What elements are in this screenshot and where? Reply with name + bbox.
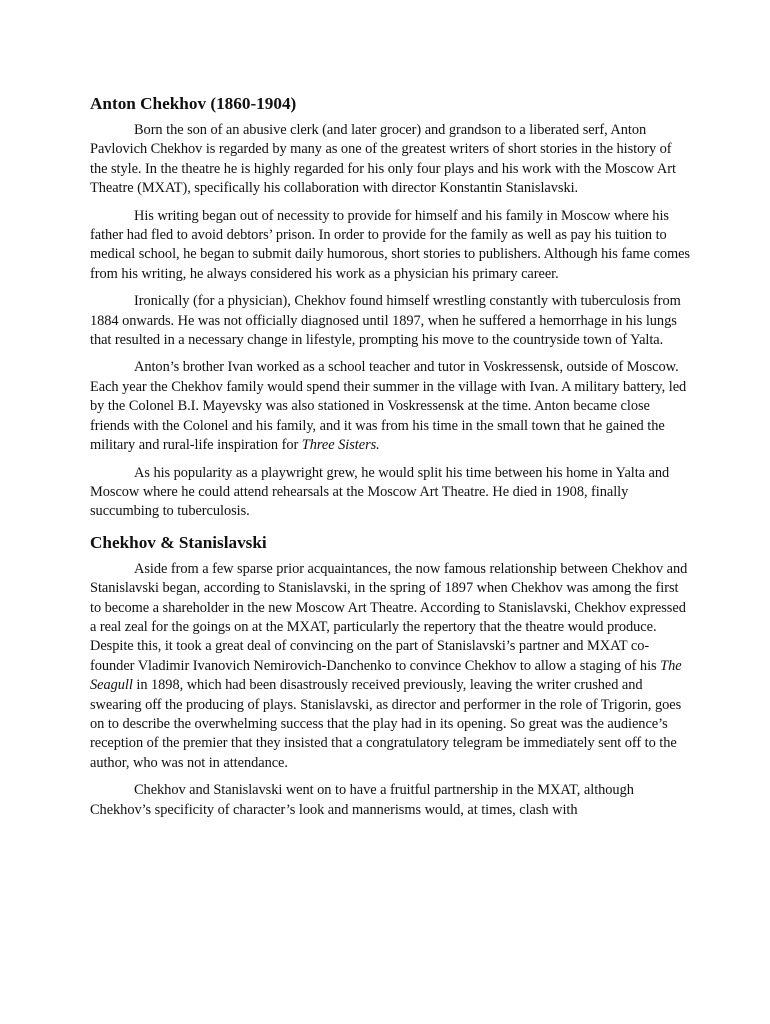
play-title-the-seagull: The Seagull <box>90 657 682 694</box>
paragraph-fruitful-partnership: Chekhov and Stanislavski went on to have a fruitful partnership in the MXAT, although Chekhov’s specificity of character’s look and mannerisms would, at times, clash with <box>90 782 634 818</box>
paragraph-partnership-text-b: in 1898, which had been disastrously received previously, leaving the writer crushed and swearing off the producing of plays. Stanislavski, as director and performer in the role of Trigorin, goes on to describe the overwhelming success that the play had in its opening. So great was the audience’s reception of the premier that they insisted that a congratulatory telegram be immediately sent off to the author, who was not in attendance. <box>90 677 682 771</box>
paragraph-partnership-origin <box>90 560 690 773</box>
section-heading-chekhov: Anton Chekhov (1860-1904) <box>90 94 297 113</box>
paragraph-voskressensk <box>90 358 690 455</box>
paragraph-yalta: As his popularity as a playwright grew, he would split his time between his home in Yalta and Moscow where he could attend rehearsals at the Moscow Art Theatre. He died in 1908, finally succumbing to tuberculosis. <box>90 464 670 520</box>
play-title-three-sisters: Three Sisters. <box>301 437 380 454</box>
paragraph-partnership-text-a: Aside from a few sparse prior acquaintances, the now famous relationship between Chekhov and Stanislavski began, according to Stanislavski, in the spring of 1897 when Chekhov was among the first to become a shareholder in the new Moscow Art Theatre. According to Stanislavski, Chekhov expressed a real zeal for the goings on at the MXAT, particularly the repertory that the theatre would produce. Despite this, it took a great deal of convincing on the part of Stanislavski’s partner and MXAT co-founder Vladimir Ivanovich Nemirovich-Danchenko to convince Chekhov to allow a staging of his <box>90 560 688 674</box>
paragraph-tuberculosis: Ironically (for a physician), Chekhov found himself wrestling constantly with tuberculosis from 1884 onwards. He was not officially diagnosed until 1897, when he suffered a hemorrhage in his lungs that resulted in a necessary change in lifestyle, prompting his move to the countryside town of Yalta. <box>90 293 681 349</box>
document-page <box>90 93 690 828</box>
section-heading-stanislavski: Chekhov & Stanislavski <box>90 532 267 552</box>
paragraph-intro: Born the son of an abusive clerk (and later grocer) and grandson to a liberated serf, Anton Pavlovich Chekhov is regarded by many as one of the greatest writers of short stories in the history of the style. In the theatre he is highly regarded for his only four plays and his work with the Moscow Art Theatre (MXAT), specifically his collaboration with director Konstantin Stanislavski. <box>90 122 676 197</box>
paragraph-early-writing: His writing began out of necessity to provide for himself and his family in Moscow where his father had fled to avoid debtors’ prison. In order to provide for the family as well as pay his tuition to medical school, he began to submit daily humorous, short stories to publishers. Although his fame comes from his writing, he always considered his work as a physician his primary career. <box>90 207 690 282</box>
paragraph-voskressensk-text: Anton’s brother Ivan worked as a school teacher and tutor in Voskressensk, outside of Moscow. Each year the Chekhov family would spend their summer in the village with Ivan. A military battery, led by the Colonel B.I. Mayevsky was also stationed in Voskressensk at the time. Anton became close friends with the Colonel and his family, and it was from his time in the small town that he gained the military and rural-life inspiration for <box>90 359 687 454</box>
